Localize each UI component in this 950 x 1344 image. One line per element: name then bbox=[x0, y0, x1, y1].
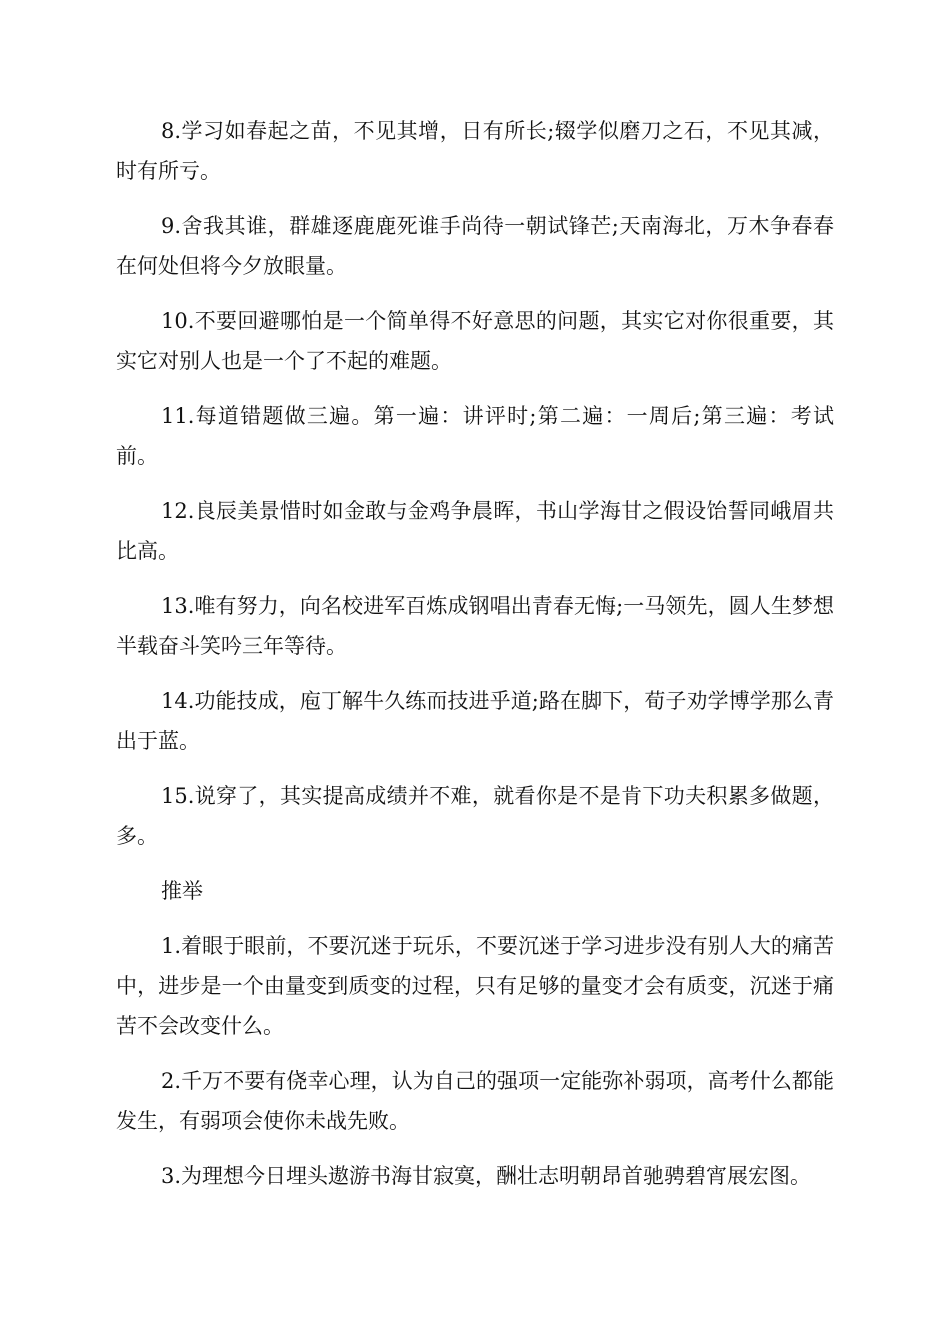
paragraph-15: 15.说穿了，其实提高成绩并不难，就看你是不是肯下功夫积累多做题，多。 bbox=[116, 784, 834, 848]
paragraph-12: 12.良辰美景惜时如金敢与金鸡争晨晖，书山学海甘之假设饴誓同峨眉共比高。 bbox=[116, 499, 834, 563]
paragraph-r1: 1.着眼于眼前，不要沉迷于玩乐，不要沉迷于学习进步没有别人大的痛苦中，进步是一个由量变到质变的过程，只有足够的量变才会有质变，沉迷于痛苦不会改变什么。 bbox=[116, 934, 834, 1038]
paragraph-13: 13.唯有努力，向名校进军百炼成钢唱出青春无悔;一马领先，圆人生梦想半载奋斗笑吟三年等待。 bbox=[116, 594, 834, 658]
paragraph-14: 14.功能技成，庖丁解牛久练而技进乎道;路在脚下，荀子劝学博学那么青出于蓝。 bbox=[116, 689, 834, 753]
section-heading: 推举 bbox=[161, 879, 203, 903]
paragraph-9: 9.舍我其谁，群雄逐鹿鹿死谁手尚待一朝试锋芒;天南海北，万木争春春在何处但将今夕放眼量。 bbox=[116, 214, 834, 278]
paragraph-11: 11.每道错题做三遍。第一遍：讲评时;第二遍：一周后;第三遍：考试前。 bbox=[116, 404, 834, 468]
paragraph-r2: 2.千万不要有侥幸心理，认为自己的强项一定能弥补弱项，高考什么都能发生，有弱项会使你未战先败。 bbox=[116, 1069, 834, 1133]
paragraph-8: 8.学习如春起之苗，不见其增，日有所长;辍学似磨刀之石，不见其减，时有所亏。 bbox=[116, 119, 834, 183]
paragraph-r3: 3.为理想今日埋头遨游书海甘寂寞，酬壮志明朝昂首驰骋碧宵展宏图。 bbox=[161, 1164, 812, 1188]
paragraph-10: 10.不要回避哪怕是一个简单得不好意思的问题，其实它对你很重要，其实它对别人也是一个了不起的难题。 bbox=[116, 309, 834, 373]
